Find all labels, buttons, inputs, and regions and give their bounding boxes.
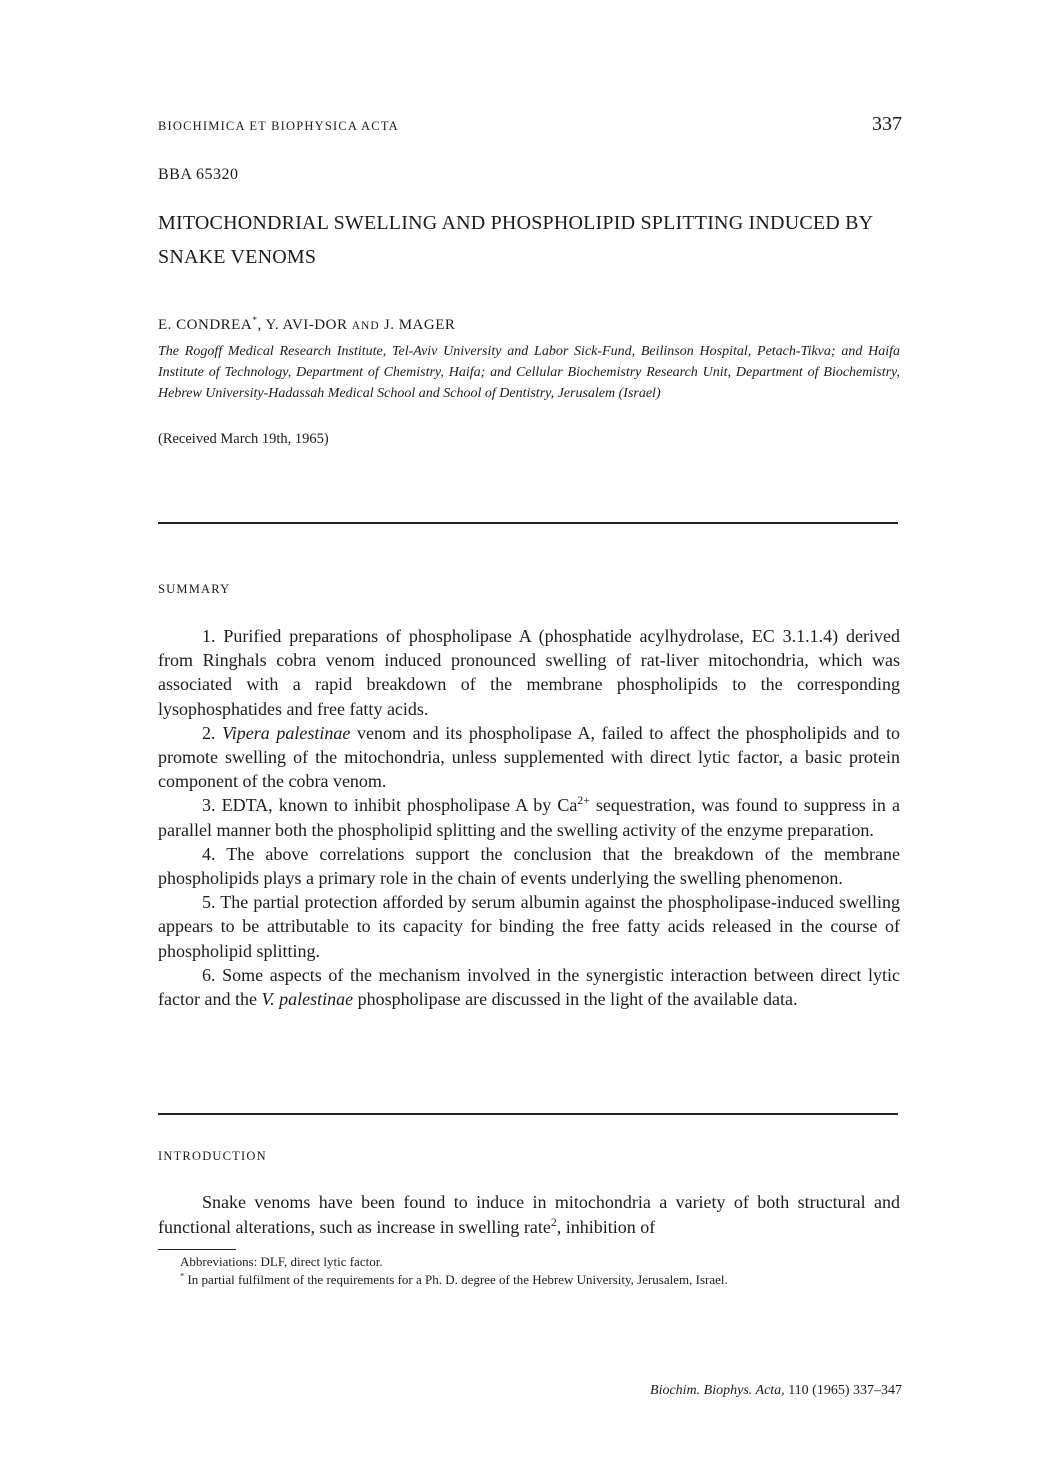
author-avi-dor: , Y. AVI-DOR bbox=[257, 317, 352, 333]
article-title: MITOCHONDRIAL SWELLING AND PHOSPHOLIPID SPLITTING INDUCED BY SNAKE VENOMS bbox=[158, 212, 873, 268]
author-footnote-mark: * bbox=[252, 315, 258, 326]
summary-point-4: 4. The above correlations support the conclusion that the breakdown of the membrane phospholipids plays a primary role in the chain of events underlying the swelling phenomenon. bbox=[158, 843, 900, 889]
summary-point-5: 5. The partial protection afforded by serum albumin against the phospholipase-induced swelling appears to be attributable to its capacity for binding the free fatty acids released in the course of phospholipid splitting. bbox=[158, 892, 900, 961]
introduction-paragraph: Snake venoms have been found to induce in mitochondria a variety of both structural and functional alterations, such as increase in swelling rate$^2$, inhibition of bbox=[158, 1192, 900, 1237]
footnote-author: * In partial fulfilment of the requirements for a Ph. D. degree of the Hebrew University, Jerusalem, Israel. bbox=[180, 1270, 728, 1287]
summary-point-2: 2. Vipera palestinae venom and its phospholipase A, failed to affect the phospholipids and to promote swelling of the mitochondria, unless supplemented with direct lytic factor, a basic protein component of the cobra venom. bbox=[158, 722, 901, 792]
running-head-journal: BIOCHIMICA ET BIOPHYSICA ACTA bbox=[158, 119, 399, 133]
authors bbox=[158, 317, 455, 334]
authors-and: AND bbox=[351, 320, 380, 332]
footnotes bbox=[158, 1253, 900, 1288]
summary-body bbox=[158, 624, 900, 1011]
author-mager: J. MAGER bbox=[379, 317, 456, 333]
affiliation: The Rogoff Medical Research Institute, Tel-Aviv University and Labor Sick-Fund, Beilinson Hospital, Petach-Tikva; and Haifa Institute of Technology, Department of Chemistry, Haifa; and Cellular Biochemistry Research Unit, Department of Biochemistry, Hebrew University-Hadassah Medical School and School of Dentistry, Jerusalem (Israel) bbox=[158, 344, 900, 401]
footnote-rule bbox=[158, 1249, 236, 1250]
author-condrea: E. CONDREA bbox=[158, 317, 253, 333]
summary-point-3: 3. EDTA, known to inhibit phospholipase A by $Ca^{2+}$ sequestration, was found to suppress in a parallel manner both the phospholipid splitting and the swelling activity of the enzyme preparation. bbox=[158, 794, 900, 840]
summary-heading: SUMMARY bbox=[158, 582, 231, 596]
journal-citation: Biochim. Biophys. Acta, 110 (1965) 337–347 bbox=[650, 1383, 902, 1398]
footnote-abbreviations: Abbreviations: DLF, direct lytic factor. bbox=[180, 1254, 383, 1269]
section-divider-bottom bbox=[158, 1113, 898, 1115]
summary-point-1: 1. Purified preparations of phospholipase A (phosphatide acylhydrolase, EC 3.1.1.4) derived from Ringhals cobra venom induced pronounced swelling of rat-liver mitochondria, which was associated with a rapid breakdown of the membrane phospholipids to the corresponding lysophosphatides and free fatty acids. bbox=[158, 626, 900, 719]
section-divider-top bbox=[158, 522, 898, 524]
introduction-heading: INTRODUCTION bbox=[158, 1149, 267, 1163]
summary-point-6: 6. Some aspects of the mechanism involved in the synergistic interaction between direct lytic factor and the V. palestinae phospholipase are discussed in the light of the available data. bbox=[158, 964, 900, 1010]
received-date: (Received March 19th, 1965) bbox=[158, 431, 329, 447]
bba-number: BBA 65320 bbox=[158, 166, 239, 183]
introduction-body bbox=[158, 1190, 900, 1239]
page-number: 337 bbox=[872, 113, 902, 135]
